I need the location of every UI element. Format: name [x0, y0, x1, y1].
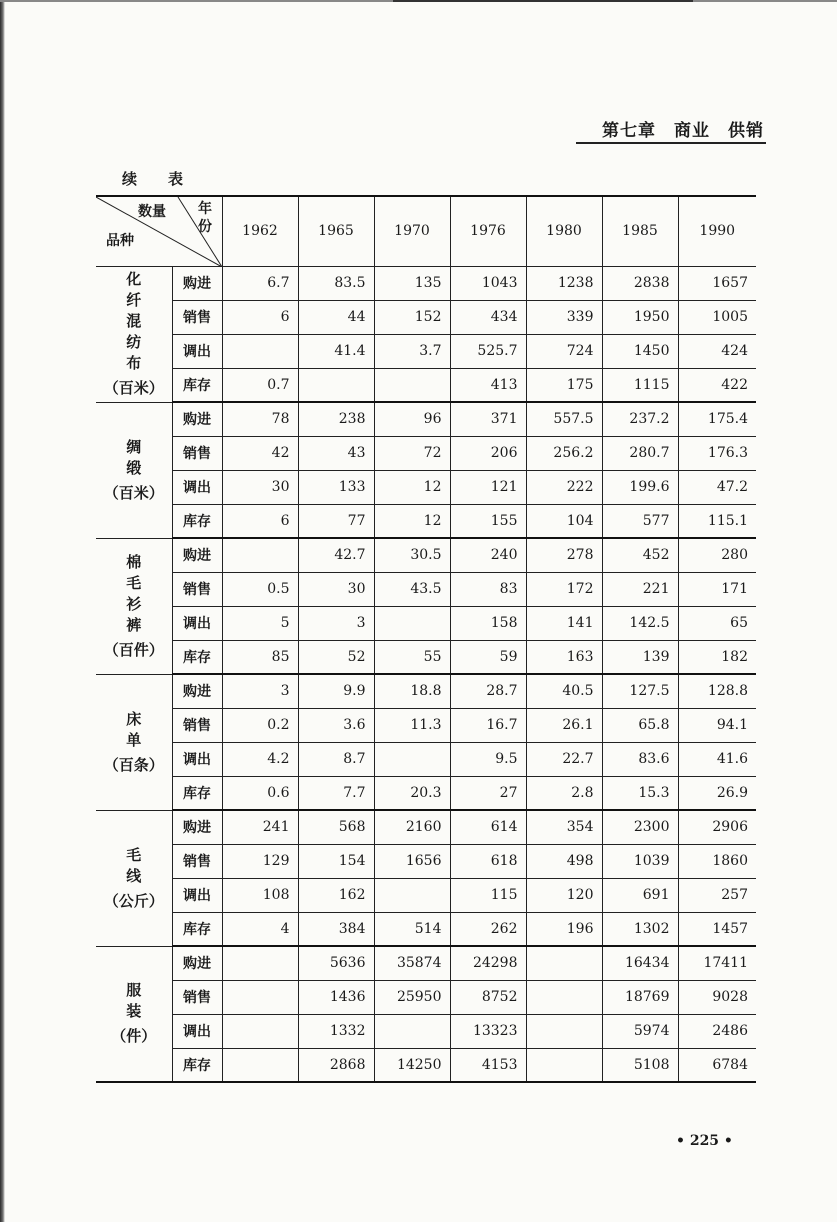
year-header-1962: 1962 — [222, 196, 298, 266]
value-cell: 83.6 — [602, 742, 678, 776]
value-cell: 568 — [298, 810, 374, 844]
item-name-char: 衫 — [126, 594, 142, 613]
value-cell: 65 — [678, 606, 756, 640]
value-cell: 196 — [526, 912, 602, 946]
table-row — [96, 844, 756, 878]
year-header-1970: 1970 — [374, 196, 450, 266]
commerce-statistics-table — [96, 195, 756, 1083]
value-cell: 240 — [450, 538, 526, 572]
value-cell: 47.2 — [678, 470, 756, 504]
value-cell: 1115 — [602, 368, 678, 402]
value-cell: 182 — [678, 640, 756, 674]
value-cell: 108 — [222, 878, 298, 912]
record-type-cell: 购进 — [172, 946, 222, 980]
value-cell: 237.2 — [602, 402, 678, 436]
value-cell: 280.7 — [602, 436, 678, 470]
value-cell: 41.6 — [678, 742, 756, 776]
value-cell: 128.8 — [678, 674, 756, 708]
item-name-char: 单 — [126, 730, 142, 749]
record-type-cell: 购进 — [172, 674, 222, 708]
value-cell: 26.1 — [526, 708, 602, 742]
value-cell: 154 — [298, 844, 374, 878]
value-cell: 5974 — [602, 1014, 678, 1048]
value-cell: 514 — [374, 912, 450, 946]
value-cell: 618 — [450, 844, 526, 878]
value-cell: 2838 — [602, 266, 678, 300]
value-cell: 15.3 — [602, 776, 678, 810]
value-cell: 16434 — [602, 946, 678, 980]
value-cell: 371 — [450, 402, 526, 436]
table-row — [96, 300, 756, 334]
value-cell: 17411 — [678, 946, 756, 980]
chapter-header: 第七章 商业 供销 — [602, 121, 764, 141]
value-cell: 40.5 — [526, 674, 602, 708]
table-body — [96, 196, 756, 1082]
header-quantity-label: 数量 — [138, 204, 166, 220]
value-cell: 30.5 — [374, 538, 450, 572]
value-cell: 26.9 — [678, 776, 756, 810]
value-cell: 9.5 — [450, 742, 526, 776]
value-cell: 424 — [678, 334, 756, 368]
value-cell: 0.2 — [222, 708, 298, 742]
value-cell: 206 — [450, 436, 526, 470]
table-header-row — [96, 196, 756, 266]
value-cell: 5636 — [298, 946, 374, 980]
record-type-cell: 调出 — [172, 1014, 222, 1048]
item-name-char: 纺 — [126, 333, 142, 351]
value-cell: 115 — [450, 878, 526, 912]
table-row — [96, 368, 756, 402]
item-name-char: 毛 — [126, 573, 142, 592]
value-cell — [374, 742, 450, 776]
record-type-cell: 库存 — [172, 368, 222, 402]
header-year-label: 年份 — [198, 201, 212, 235]
value-cell: 44 — [298, 300, 374, 334]
value-cell: 238 — [298, 402, 374, 436]
value-cell: 422 — [678, 368, 756, 402]
value-cell: 434 — [450, 300, 526, 334]
value-cell: 43 — [298, 436, 374, 470]
value-cell: 96 — [374, 402, 450, 436]
value-cell: 1860 — [678, 844, 756, 878]
value-cell: 1450 — [602, 334, 678, 368]
value-cell: 22.7 — [526, 742, 602, 776]
value-cell — [222, 538, 298, 572]
value-cell: 2300 — [602, 810, 678, 844]
value-cell: 1005 — [678, 300, 756, 334]
chapter-header-rule — [576, 142, 766, 144]
value-cell: 72 — [374, 436, 450, 470]
value-cell: 30 — [298, 572, 374, 606]
value-cell: 16.7 — [450, 708, 526, 742]
item-name-char: 装 — [126, 1002, 142, 1021]
value-cell — [222, 334, 298, 368]
value-cell: 498 — [526, 844, 602, 878]
record-type-cell: 调出 — [172, 334, 222, 368]
value-cell: 354 — [526, 810, 602, 844]
item-category-cell — [96, 402, 172, 538]
year-header-1980: 1980 — [526, 196, 602, 266]
value-cell: 25950 — [374, 980, 450, 1014]
value-cell: 278 — [526, 538, 602, 572]
value-cell: 127.5 — [602, 674, 678, 708]
value-cell: 171 — [678, 572, 756, 606]
item-name-char: 床 — [126, 709, 142, 728]
value-cell: 413 — [450, 368, 526, 402]
value-cell: 1302 — [602, 912, 678, 946]
value-cell — [526, 980, 602, 1014]
value-cell: 135 — [374, 266, 450, 300]
value-cell: 27 — [450, 776, 526, 810]
value-cell: 3.7 — [374, 334, 450, 368]
record-type-cell: 购进 — [172, 402, 222, 436]
record-type-cell: 购进 — [172, 810, 222, 844]
value-cell: 141 — [526, 606, 602, 640]
value-cell: 78 — [222, 402, 298, 436]
value-cell: 5 — [222, 606, 298, 640]
value-cell — [374, 368, 450, 402]
item-category-cell — [96, 538, 172, 674]
record-type-cell: 调出 — [172, 878, 222, 912]
value-cell: 155 — [450, 504, 526, 538]
record-type-cell: 库存 — [172, 640, 222, 674]
value-cell: 2.8 — [526, 776, 602, 810]
item-category-cell — [96, 674, 172, 810]
value-cell: 121 — [450, 470, 526, 504]
value-cell: 1656 — [374, 844, 450, 878]
item-category-cell — [96, 266, 172, 402]
value-cell: 339 — [526, 300, 602, 334]
value-cell: 20.3 — [374, 776, 450, 810]
value-cell: 199.6 — [602, 470, 678, 504]
value-cell: 1950 — [602, 300, 678, 334]
value-cell: 41.4 — [298, 334, 374, 368]
book-binding-edge — [0, 0, 5, 1222]
value-cell: 77 — [298, 504, 374, 538]
value-cell: 257 — [678, 878, 756, 912]
value-cell — [222, 946, 298, 980]
value-cell: 222 — [526, 470, 602, 504]
record-type-cell: 销售 — [172, 844, 222, 878]
value-cell: 7.7 — [298, 776, 374, 810]
value-cell: 83 — [450, 572, 526, 606]
value-cell: 104 — [526, 504, 602, 538]
value-cell: 6.7 — [222, 266, 298, 300]
record-type-cell: 销售 — [172, 980, 222, 1014]
item-unit: （百米） — [103, 379, 164, 397]
value-cell: 2868 — [298, 1048, 374, 1082]
table-row — [96, 470, 756, 504]
value-cell: 18.8 — [374, 674, 450, 708]
value-cell: 1457 — [678, 912, 756, 946]
value-cell: 0.7 — [222, 368, 298, 402]
item-name-char: 绸 — [126, 437, 142, 456]
table-row — [96, 1014, 756, 1048]
item-name-char: 布 — [126, 354, 142, 372]
item-unit: （百米） — [103, 483, 164, 502]
table-row — [96, 606, 756, 640]
value-cell: 6784 — [678, 1048, 756, 1082]
value-cell — [222, 1014, 298, 1048]
value-cell: 2160 — [374, 810, 450, 844]
value-cell: 163 — [526, 640, 602, 674]
table-row — [96, 946, 756, 980]
table-row — [96, 912, 756, 946]
table-row — [96, 776, 756, 810]
value-cell: 3.6 — [298, 708, 374, 742]
value-cell — [526, 1048, 602, 1082]
table-row — [96, 402, 756, 436]
table-row — [96, 436, 756, 470]
value-cell: 525.7 — [450, 334, 526, 368]
value-cell: 85 — [222, 640, 298, 674]
value-cell: 30 — [222, 470, 298, 504]
value-cell: 1238 — [526, 266, 602, 300]
value-cell — [298, 368, 374, 402]
value-cell: 2486 — [678, 1014, 756, 1048]
table-row — [96, 980, 756, 1014]
value-cell: 614 — [450, 810, 526, 844]
record-type-cell: 调出 — [172, 742, 222, 776]
value-cell: 8.7 — [298, 742, 374, 776]
value-cell — [374, 1014, 450, 1048]
value-cell: 176.3 — [678, 436, 756, 470]
value-cell: 384 — [298, 912, 374, 946]
year-header-1965: 1965 — [298, 196, 374, 266]
value-cell: 12 — [374, 470, 450, 504]
value-cell: 262 — [450, 912, 526, 946]
item-name-char: 缎 — [126, 458, 142, 477]
item-name-char: 化 — [126, 270, 142, 288]
record-type-cell: 库存 — [172, 504, 222, 538]
value-cell: 3 — [222, 674, 298, 708]
value-cell: 0.5 — [222, 572, 298, 606]
value-cell: 2906 — [678, 810, 756, 844]
item-name-char: 线 — [126, 866, 142, 885]
record-type-cell: 销售 — [172, 708, 222, 742]
record-type-cell: 库存 — [172, 1048, 222, 1082]
value-cell: 162 — [298, 878, 374, 912]
value-cell: 152 — [374, 300, 450, 334]
table-row — [96, 708, 756, 742]
value-cell: 175 — [526, 368, 602, 402]
value-cell: 724 — [526, 334, 602, 368]
value-cell: 158 — [450, 606, 526, 640]
item-unit: （件） — [111, 1027, 157, 1046]
record-type-cell: 购进 — [172, 538, 222, 572]
header-variety-label: 品种 — [106, 233, 134, 249]
value-cell: 11.3 — [374, 708, 450, 742]
value-cell: 1043 — [450, 266, 526, 300]
value-cell: 9028 — [678, 980, 756, 1014]
record-type-cell: 调出 — [172, 606, 222, 640]
value-cell: 12 — [374, 504, 450, 538]
value-cell: 8752 — [450, 980, 526, 1014]
value-cell — [526, 946, 602, 980]
value-cell: 42 — [222, 436, 298, 470]
value-cell: 115.1 — [678, 504, 756, 538]
value-cell: 4 — [222, 912, 298, 946]
item-unit: （公斤） — [103, 891, 164, 910]
item-category-cell — [96, 810, 172, 946]
value-cell: 42.7 — [298, 538, 374, 572]
record-type-cell: 销售 — [172, 572, 222, 606]
item-name-char: 混 — [126, 312, 142, 330]
value-cell: 1436 — [298, 980, 374, 1014]
value-cell: 691 — [602, 878, 678, 912]
item-name-char: 裤 — [126, 615, 142, 634]
item-name-char: 服 — [126, 981, 142, 1000]
value-cell: 175.4 — [678, 402, 756, 436]
value-cell: 133 — [298, 470, 374, 504]
value-cell: 59 — [450, 640, 526, 674]
value-cell: 557.5 — [526, 402, 602, 436]
value-cell: 221 — [602, 572, 678, 606]
value-cell: 52 — [298, 640, 374, 674]
record-type-cell: 库存 — [172, 776, 222, 810]
year-header-1976: 1976 — [450, 196, 526, 266]
value-cell: 120 — [526, 878, 602, 912]
value-cell: 256.2 — [526, 436, 602, 470]
value-cell: 94.1 — [678, 708, 756, 742]
value-cell — [222, 1048, 298, 1082]
value-cell: 65.8 — [602, 708, 678, 742]
value-cell: 172 — [526, 572, 602, 606]
value-cell: 55 — [374, 640, 450, 674]
value-cell — [222, 980, 298, 1014]
value-cell: 1039 — [602, 844, 678, 878]
record-type-cell: 购进 — [172, 266, 222, 300]
value-cell: 18769 — [602, 980, 678, 1014]
value-cell: 28.7 — [450, 674, 526, 708]
item-name-char: 纤 — [126, 291, 142, 309]
value-cell: 83.5 — [298, 266, 374, 300]
record-type-cell: 调出 — [172, 470, 222, 504]
table-row — [96, 504, 756, 538]
value-cell: 129 — [222, 844, 298, 878]
table-row — [96, 266, 756, 300]
record-type-cell: 销售 — [172, 300, 222, 334]
value-cell: 9.9 — [298, 674, 374, 708]
value-cell — [374, 878, 450, 912]
page-number: • 225 • — [676, 1133, 733, 1149]
value-cell: 14250 — [374, 1048, 450, 1082]
item-category-cell — [96, 946, 172, 1082]
value-cell: 142.5 — [602, 606, 678, 640]
table-row — [96, 334, 756, 368]
record-type-cell: 销售 — [172, 436, 222, 470]
value-cell: 452 — [602, 538, 678, 572]
value-cell — [374, 606, 450, 640]
table-row — [96, 538, 756, 572]
table-row — [96, 640, 756, 674]
value-cell: 5108 — [602, 1048, 678, 1082]
value-cell: 13323 — [450, 1014, 526, 1048]
value-cell: 139 — [602, 640, 678, 674]
value-cell: 4.2 — [222, 742, 298, 776]
value-cell: 43.5 — [374, 572, 450, 606]
item-name-char: 棉 — [126, 552, 142, 571]
table-continued-label: 续 表 — [122, 170, 192, 188]
value-cell: 4153 — [450, 1048, 526, 1082]
value-cell: 6 — [222, 504, 298, 538]
value-cell: 0.6 — [222, 776, 298, 810]
record-type-cell: 库存 — [172, 912, 222, 946]
item-unit: （百件） — [103, 640, 164, 659]
diagonal-header-cell — [96, 196, 222, 266]
table-row — [96, 878, 756, 912]
top-edge-shadow — [393, 0, 693, 2]
table-row — [96, 572, 756, 606]
table-row — [96, 1048, 756, 1082]
year-header-1990: 1990 — [678, 196, 756, 266]
table-row — [96, 810, 756, 844]
value-cell: 577 — [602, 504, 678, 538]
table-row — [96, 742, 756, 776]
value-cell: 1657 — [678, 266, 756, 300]
item-unit: （百条） — [103, 755, 164, 774]
year-header-1985: 1985 — [602, 196, 678, 266]
item-name-char: 毛 — [126, 845, 142, 864]
value-cell: 24298 — [450, 946, 526, 980]
value-cell: 241 — [222, 810, 298, 844]
value-cell: 280 — [678, 538, 756, 572]
value-cell: 35874 — [374, 946, 450, 980]
value-cell: 1332 — [298, 1014, 374, 1048]
value-cell — [526, 1014, 602, 1048]
table-row — [96, 674, 756, 708]
value-cell: 6 — [222, 300, 298, 334]
value-cell: 3 — [298, 606, 374, 640]
